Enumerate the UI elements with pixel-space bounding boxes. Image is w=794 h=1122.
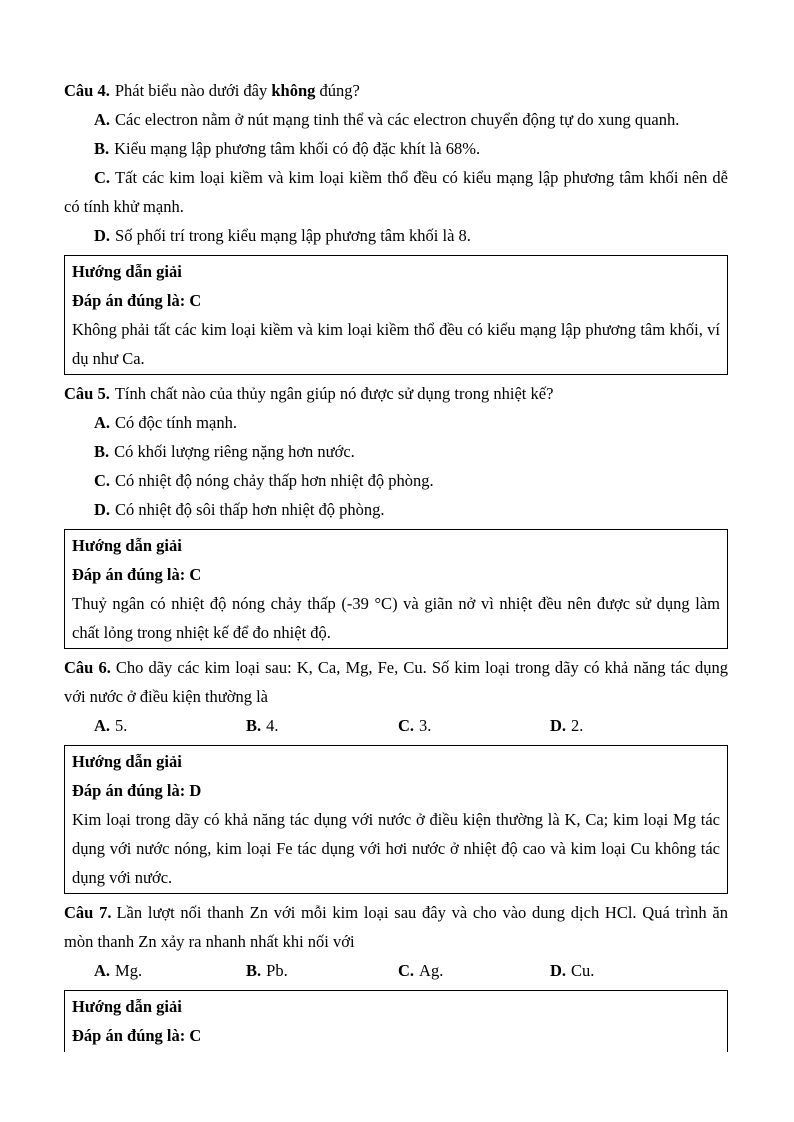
cau-7-option-a xyxy=(94,956,246,985)
option-text: Có độc tính mạnh. xyxy=(115,413,237,432)
option-text: Cu. xyxy=(571,961,595,980)
cau-6-option-c xyxy=(398,711,550,740)
option-text: Có khối lượng riêng nặng hơn nước. xyxy=(114,442,355,461)
answer-line: Đáp án đúng là: C xyxy=(72,291,202,310)
option-text: Kiểu mạng lập phương tâm khối có độ đặc khít là 68%. xyxy=(114,139,481,158)
solution-heading: Hướng dẫn giải xyxy=(72,752,182,771)
option-letter: C. xyxy=(398,961,415,980)
cau-5-option-c xyxy=(64,466,728,495)
solution-heading: Hướng dẫn giải xyxy=(72,536,182,555)
option-letter: C. xyxy=(398,716,415,735)
option-text: Số phối trí trong kiểu mạng lập phương tâm khối là 8. xyxy=(115,226,471,245)
option-text: Tất các kim loại kiềm và kim loại kiềm thổ đều có kiểu mạng lập phương tâm khối nên dễ có tính khử mạnh. xyxy=(64,168,728,216)
solution-cau-4 xyxy=(64,255,728,375)
option-letter: B. xyxy=(94,139,110,158)
cau-4-intro-segment: đúng? xyxy=(315,81,360,100)
cau-4-number: Câu 4. xyxy=(64,81,110,100)
option-letter: C. xyxy=(94,168,111,187)
option-letter: A. xyxy=(94,110,111,129)
cau-7-option-b xyxy=(246,956,398,985)
cau-7-number: Câu 7. xyxy=(64,903,112,922)
option-text: Có nhiệt độ sôi thấp hơn nhiệt độ phòng. xyxy=(115,500,385,519)
cau-6 xyxy=(64,653,728,740)
cau-6-intro xyxy=(64,653,728,711)
solution-explanation: Không phải tất các kim loại kiềm và kim loại kiềm thổ đều có kiểu mạng lập phương tâm khối, ví dụ như Ca. xyxy=(72,320,720,368)
option-text: 2. xyxy=(571,716,584,735)
cau-4-option-a xyxy=(64,105,728,134)
cau-7-option-c xyxy=(398,956,550,985)
solution-explanation: Kim loại trong dãy có khả năng tác dụng với nước ở điều kiện thường là K, Ca; kim loại Mg tác dụng với nước nóng, kim loại Fe tác dụng với hơi nước ở nhiệt độ cao và kim loại Cu không tác dụng với nước. xyxy=(72,810,720,887)
cau-5-option-d xyxy=(64,495,728,524)
option-letter: D. xyxy=(550,961,567,980)
option-letter: A. xyxy=(94,961,111,980)
cau-7-option-d xyxy=(550,956,594,985)
option-letter: D. xyxy=(94,226,111,245)
cau-4-option-c xyxy=(64,163,728,221)
option-letter: B. xyxy=(246,961,262,980)
answer-line: Đáp án đúng là: D xyxy=(72,781,202,800)
cau-4-intro-segment: Phát biểu nào dưới đây xyxy=(114,81,272,100)
option-letter: C. xyxy=(94,471,111,490)
option-text: Ag. xyxy=(419,961,444,980)
option-text: Pb. xyxy=(266,961,288,980)
option-letter: A. xyxy=(94,413,111,432)
cau-5-option-a xyxy=(64,408,728,437)
cau-6-option-d xyxy=(550,711,583,740)
solution-cau-6 xyxy=(64,745,728,894)
solution-cau-7 xyxy=(64,990,728,1052)
cau-6-number: Câu 6. xyxy=(64,658,111,677)
cau-4 xyxy=(64,76,728,250)
option-text: Mg. xyxy=(115,961,143,980)
cau-4-intro xyxy=(64,76,728,105)
cau-7-options-row xyxy=(64,956,728,985)
option-text: 3. xyxy=(419,716,432,735)
cau-4-intro-segment: không xyxy=(271,81,316,100)
cau-6-options-row xyxy=(64,711,728,740)
cau-7-intro-segment: Lần lượt nối thanh Zn với mỗi kim loại sau đây và cho vào dung dịch HCl. Quá trình ăn mòn thanh Zn xảy ra nhanh nhất khi nối với xyxy=(64,903,728,951)
option-letter: D. xyxy=(550,716,567,735)
cau-6-option-b xyxy=(246,711,398,740)
option-text: 5. xyxy=(115,716,128,735)
option-text: Có nhiệt độ nóng chảy thấp hơn nhiệt độ phòng. xyxy=(115,471,434,490)
cau-5 xyxy=(64,379,728,524)
answer-line: Đáp án đúng là: C xyxy=(72,1026,202,1045)
cau-7 xyxy=(64,898,728,985)
cau-6-option-a xyxy=(94,711,246,740)
option-letter: B. xyxy=(246,716,262,735)
cau-5-intro-segment: Tính chất nào của thủy ngân giúp nó được sử dụng trong nhiệt kế? xyxy=(114,384,554,403)
option-letter: D. xyxy=(94,500,111,519)
option-letter: A. xyxy=(94,716,111,735)
cau-5-intro xyxy=(64,379,728,408)
option-letter: B. xyxy=(94,442,110,461)
cau-5-number: Câu 5. xyxy=(64,384,110,403)
cau-6-intro-segment: Cho dãy các kim loại sau: K, Ca, Mg, Fe, Cu. Số kim loại trong dãy có khả năng tác dụng với nước ở điều kiện thường là xyxy=(64,658,728,706)
solution-explanation: Thuỷ ngân có nhiệt độ nóng chảy thấp (-39 °C) và giãn nở vì nhiệt đều nên được sử dụng làm chất lỏng trong nhiệt kế để đo nhiệt độ. xyxy=(72,594,720,642)
cau-4-option-b xyxy=(64,134,728,163)
solution-heading: Hướng dẫn giải xyxy=(72,997,182,1016)
cau-5-option-b xyxy=(64,437,728,466)
option-text: 4. xyxy=(266,716,279,735)
answer-line: Đáp án đúng là: C xyxy=(72,565,202,584)
solution-heading: Hướng dẫn giải xyxy=(72,262,182,281)
option-text: Các electron nằm ở nút mạng tinh thể và các electron chuyển động tự do xung quanh. xyxy=(115,110,680,129)
cau-7-intro xyxy=(64,898,728,956)
solution-cau-5 xyxy=(64,529,728,649)
cau-4-option-d xyxy=(64,221,728,250)
